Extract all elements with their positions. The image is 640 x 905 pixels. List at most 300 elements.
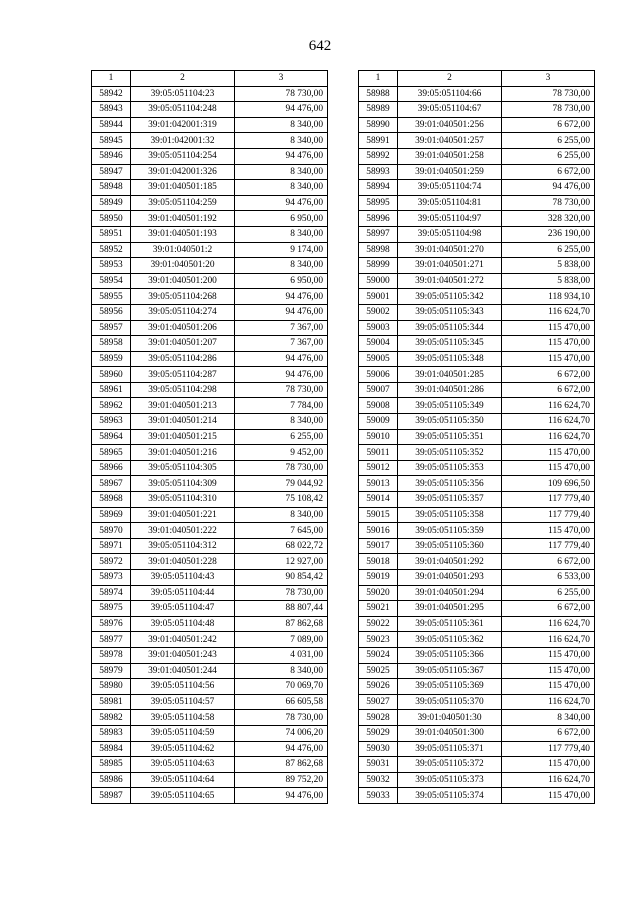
cadastral-value-cell: 116 624,70 xyxy=(502,632,595,648)
cadastral-number-cell: 39:05:051105:374 xyxy=(398,788,502,804)
row-number-cell: 59017 xyxy=(359,538,398,554)
cadastral-number-cell: 39:01:040501:257 xyxy=(398,133,502,149)
table-row xyxy=(92,538,328,554)
cadastral-value-cell: 115 470,00 xyxy=(502,647,595,663)
cadastral-number-cell: 39:05:051104:66 xyxy=(398,86,502,102)
row-number-cell: 58951 xyxy=(92,226,131,242)
row-number-cell: 58993 xyxy=(359,164,398,180)
cadastral-number-cell: 39:01:040501:300 xyxy=(398,725,502,741)
cadastral-value-cell: 6 672,00 xyxy=(502,554,595,570)
cadastral-number-cell: 39:05:051104:64 xyxy=(131,772,235,788)
cadastral-number-cell: 39:05:051104:47 xyxy=(131,601,235,617)
cadastral-value-cell: 78 730,00 xyxy=(235,710,328,726)
cadastral-number-cell: 39:05:051105:371 xyxy=(398,741,502,757)
table-row xyxy=(359,663,595,679)
cadastral-value-cell: 74 006,20 xyxy=(235,725,328,741)
row-number-cell: 58995 xyxy=(359,195,398,211)
table-row xyxy=(359,117,595,133)
cadastral-number-cell: 39:05:051105:352 xyxy=(398,445,502,461)
cadastral-number-cell: 39:01:040501:270 xyxy=(398,242,502,258)
row-number-cell: 58959 xyxy=(92,351,131,367)
table-row xyxy=(359,429,595,445)
cadastral-value-cell: 6 533,00 xyxy=(502,570,595,586)
row-number-cell: 58979 xyxy=(92,663,131,679)
row-number-cell: 58944 xyxy=(92,117,131,133)
row-number-cell: 58952 xyxy=(92,242,131,258)
table-row xyxy=(359,445,595,461)
row-number-cell: 58981 xyxy=(92,694,131,710)
row-number-cell: 58967 xyxy=(92,476,131,492)
column-header-2: 2 xyxy=(398,71,502,87)
cadastral-value-cell: 115 470,00 xyxy=(502,663,595,679)
row-number-cell: 58988 xyxy=(359,86,398,102)
table-row xyxy=(92,585,328,601)
cadastral-number-cell: 39:05:051105:370 xyxy=(398,694,502,710)
row-number-cell: 58997 xyxy=(359,226,398,242)
table-row xyxy=(359,694,595,710)
table-row xyxy=(92,382,328,398)
row-number-cell: 59030 xyxy=(359,741,398,757)
row-number-cell: 58985 xyxy=(92,757,131,773)
cadastral-number-cell: 39:05:051105:343 xyxy=(398,304,502,320)
row-number-cell: 58963 xyxy=(92,414,131,430)
cadastral-number-cell: 39:05:051105:350 xyxy=(398,414,502,430)
cadastral-number-cell: 39:05:051104:268 xyxy=(131,289,235,305)
cadastral-number-cell: 39:05:051104:254 xyxy=(131,148,235,164)
cadastral-number-cell: 39:05:051104:248 xyxy=(131,102,235,118)
table-row xyxy=(359,258,595,274)
table-row xyxy=(359,570,595,586)
cadastral-number-cell: 39:05:051105:360 xyxy=(398,538,502,554)
table-row xyxy=(92,242,328,258)
table-row xyxy=(359,148,595,164)
row-number-cell: 58991 xyxy=(359,133,398,149)
table-header-row xyxy=(359,71,595,87)
cadastral-value-cell: 94 476,00 xyxy=(235,148,328,164)
row-number-cell: 59026 xyxy=(359,679,398,695)
cadastral-value-cell: 8 340,00 xyxy=(235,507,328,523)
row-number-cell: 59031 xyxy=(359,757,398,773)
cadastral-number-cell: 39:01:040501:256 xyxy=(398,117,502,133)
cadastral-value-cell: 94 476,00 xyxy=(235,304,328,320)
cadastral-number-cell: 39:05:051105:344 xyxy=(398,320,502,336)
row-number-cell: 58973 xyxy=(92,570,131,586)
cadastral-value-cell: 6 255,00 xyxy=(502,148,595,164)
cadastral-value-cell: 115 470,00 xyxy=(502,336,595,352)
cadastral-value-cell: 78 730,00 xyxy=(235,460,328,476)
table-row xyxy=(359,211,595,227)
cadastral-value-cell: 109 696,50 xyxy=(502,476,595,492)
table-row xyxy=(92,180,328,196)
row-number-cell: 58980 xyxy=(92,679,131,695)
table-row xyxy=(359,414,595,430)
cadastral-number-cell: 39:05:051104:43 xyxy=(131,570,235,586)
row-number-cell: 58990 xyxy=(359,117,398,133)
cadastral-number-cell: 39:05:051105:366 xyxy=(398,647,502,663)
table-row xyxy=(359,304,595,320)
row-number-cell: 58978 xyxy=(92,647,131,663)
table-row xyxy=(359,289,595,305)
row-number-cell: 58955 xyxy=(92,289,131,305)
row-number-cell: 58986 xyxy=(92,772,131,788)
table-row xyxy=(92,86,328,102)
table-row xyxy=(92,663,328,679)
cadastral-value-cell: 116 624,70 xyxy=(502,616,595,632)
cadastral-value-cell: 94 476,00 xyxy=(235,195,328,211)
cadastral-number-cell: 39:05:051104:74 xyxy=(398,180,502,196)
cadastral-number-cell: 39:01:040501:2 xyxy=(131,242,235,258)
row-number-cell: 59018 xyxy=(359,554,398,570)
table-row xyxy=(359,195,595,211)
table-row xyxy=(359,679,595,695)
column-header-1: 1 xyxy=(92,71,131,87)
cadastral-number-cell: 39:01:040501:271 xyxy=(398,258,502,274)
table-row xyxy=(92,476,328,492)
table-row xyxy=(92,226,328,242)
table-row xyxy=(359,788,595,804)
row-number-cell: 59014 xyxy=(359,492,398,508)
cadastral-number-cell: 39:05:051104:305 xyxy=(131,460,235,476)
table-row xyxy=(92,460,328,476)
row-number-cell: 59002 xyxy=(359,304,398,320)
table-row xyxy=(359,725,595,741)
cadastral-number-cell: 39:01:040501:242 xyxy=(131,632,235,648)
table-row xyxy=(92,211,328,227)
row-number-cell: 58996 xyxy=(359,211,398,227)
table-header-row xyxy=(92,71,328,87)
cadastral-value-cell: 8 340,00 xyxy=(235,180,328,196)
table-row xyxy=(92,616,328,632)
cadastral-value-cell: 6 672,00 xyxy=(502,725,595,741)
row-number-cell: 58947 xyxy=(92,164,131,180)
row-number-cell: 58950 xyxy=(92,211,131,227)
cadastral-number-cell: 39:05:051105:348 xyxy=(398,351,502,367)
cadastral-value-cell: 89 752,20 xyxy=(235,772,328,788)
row-number-cell: 59004 xyxy=(359,336,398,352)
cadastral-number-cell: 39:01:040501:215 xyxy=(131,429,235,445)
cadastral-value-cell: 94 476,00 xyxy=(235,788,328,804)
table-row xyxy=(92,523,328,539)
table-row xyxy=(359,741,595,757)
table-row xyxy=(359,554,595,570)
table-row xyxy=(359,398,595,414)
cadastral-value-cell: 8 340,00 xyxy=(235,117,328,133)
cadastral-value-cell: 115 470,00 xyxy=(502,351,595,367)
cadastral-number-cell: 39:01:040501:221 xyxy=(131,507,235,523)
table-row xyxy=(92,367,328,383)
cadastral-value-cell: 6 672,00 xyxy=(502,117,595,133)
table-row xyxy=(92,601,328,617)
table-row xyxy=(92,632,328,648)
column-header-1: 1 xyxy=(359,71,398,87)
table-row xyxy=(92,741,328,757)
table-row xyxy=(359,273,595,289)
table-row xyxy=(92,429,328,445)
table-row xyxy=(92,554,328,570)
row-number-cell: 58976 xyxy=(92,616,131,632)
table-row xyxy=(92,725,328,741)
cadastral-value-cell: 115 470,00 xyxy=(502,523,595,539)
cadastral-number-cell: 39:05:051105:367 xyxy=(398,663,502,679)
table-row xyxy=(359,382,595,398)
table-row xyxy=(92,148,328,164)
cadastral-number-cell: 39:05:051104:56 xyxy=(131,679,235,695)
row-number-cell: 58969 xyxy=(92,507,131,523)
cadastral-value-cell: 6 255,00 xyxy=(502,585,595,601)
cadastral-number-cell: 39:01:040501:259 xyxy=(398,164,502,180)
cadastral-number-cell: 39:05:051104:58 xyxy=(131,710,235,726)
cadastral-value-cell: 8 340,00 xyxy=(235,133,328,149)
table-row xyxy=(92,195,328,211)
table-row xyxy=(92,492,328,508)
cadastral-value-cell: 116 624,70 xyxy=(502,304,595,320)
cadastral-number-cell: 39:01:040501:185 xyxy=(131,180,235,196)
table-row xyxy=(92,710,328,726)
cadastral-number-cell: 39:05:051104:57 xyxy=(131,694,235,710)
table-row xyxy=(92,445,328,461)
cadastral-value-cell: 6 950,00 xyxy=(235,211,328,227)
cadastral-number-cell: 39:01:040501:272 xyxy=(398,273,502,289)
cadastral-value-cell: 6 672,00 xyxy=(502,382,595,398)
cadastral-value-cell: 6 255,00 xyxy=(502,133,595,149)
cadastral-number-cell: 39:05:051104:287 xyxy=(131,367,235,383)
cadastral-number-cell: 39:01:040501:286 xyxy=(398,382,502,398)
table-row xyxy=(92,647,328,663)
cadastral-number-cell: 39:05:051104:98 xyxy=(398,226,502,242)
cadastral-value-cell: 7 367,00 xyxy=(235,336,328,352)
cadastral-number-cell: 39:05:051105:353 xyxy=(398,460,502,476)
table-row xyxy=(92,694,328,710)
row-number-cell: 59022 xyxy=(359,616,398,632)
cadastral-value-cell: 116 624,70 xyxy=(502,414,595,430)
cadastral-number-cell: 39:05:051105:356 xyxy=(398,476,502,492)
table-row xyxy=(359,523,595,539)
table-row xyxy=(359,164,595,180)
table-row xyxy=(92,788,328,804)
row-number-cell: 58987 xyxy=(92,788,131,804)
cadastral-number-cell: 39:05:051104:59 xyxy=(131,725,235,741)
cadastral-number-cell: 39:01:040501:258 xyxy=(398,148,502,164)
cadastral-value-cell: 70 069,70 xyxy=(235,679,328,695)
cadastral-value-cell: 8 340,00 xyxy=(235,663,328,679)
table-row xyxy=(359,647,595,663)
cadastral-value-cell: 117 779,40 xyxy=(502,538,595,554)
table-row xyxy=(92,133,328,149)
cadastral-value-cell: 78 730,00 xyxy=(235,382,328,398)
cadastral-value-cell: 88 807,44 xyxy=(235,601,328,617)
table-row xyxy=(359,538,595,554)
cadastral-value-cell: 87 862,68 xyxy=(235,757,328,773)
cadastral-value-cell: 8 340,00 xyxy=(235,414,328,430)
table-row xyxy=(92,102,328,118)
table-row xyxy=(92,258,328,274)
row-number-cell: 58957 xyxy=(92,320,131,336)
cadastral-value-cell: 90 854,42 xyxy=(235,570,328,586)
cadastral-number-cell: 39:01:042001:326 xyxy=(131,164,235,180)
row-number-cell: 58977 xyxy=(92,632,131,648)
cadastral-value-cell: 117 779,40 xyxy=(502,741,595,757)
cadastral-value-cell: 118 934,10 xyxy=(502,289,595,305)
page-number: 642 xyxy=(308,38,332,54)
cadastral-value-cell: 115 470,00 xyxy=(502,460,595,476)
cadastral-number-cell: 39:01:040501:292 xyxy=(398,554,502,570)
row-number-cell: 59024 xyxy=(359,647,398,663)
cadastral-number-cell: 39:01:042001:32 xyxy=(131,133,235,149)
row-number-cell: 59008 xyxy=(359,398,398,414)
table-row xyxy=(359,460,595,476)
table-row xyxy=(92,351,328,367)
table-row xyxy=(359,102,595,118)
row-number-cell: 58962 xyxy=(92,398,131,414)
cadastral-value-cell: 7 784,00 xyxy=(235,398,328,414)
cadastral-value-cell: 116 624,70 xyxy=(502,398,595,414)
row-number-cell: 58984 xyxy=(92,741,131,757)
cadastral-number-cell: 39:05:051104:286 xyxy=(131,351,235,367)
table-row xyxy=(359,133,595,149)
table-row xyxy=(92,117,328,133)
cadastral-number-cell: 39:01:040501:207 xyxy=(131,336,235,352)
cadastral-value-cell: 9 452,00 xyxy=(235,445,328,461)
table-row xyxy=(359,351,595,367)
row-number-cell: 59012 xyxy=(359,460,398,476)
cadastral-number-cell: 39:05:051105:359 xyxy=(398,523,502,539)
row-number-cell: 59009 xyxy=(359,414,398,430)
table-row xyxy=(359,492,595,508)
cadastral-number-cell: 39:05:051104:23 xyxy=(131,86,235,102)
table-row xyxy=(92,289,328,305)
cadastral-value-cell: 6 672,00 xyxy=(502,164,595,180)
cadastral-number-cell: 39:05:051105:362 xyxy=(398,632,502,648)
cadastral-value-cell: 94 476,00 xyxy=(235,289,328,305)
cadastral-value-cell: 116 624,70 xyxy=(502,772,595,788)
cadastral-number-cell: 39:05:051104:259 xyxy=(131,195,235,211)
row-number-cell: 59019 xyxy=(359,570,398,586)
cadastral-number-cell: 39:05:051104:274 xyxy=(131,304,235,320)
cadastral-value-cell: 8 340,00 xyxy=(502,710,595,726)
row-number-cell: 58961 xyxy=(92,382,131,398)
table-row xyxy=(359,226,595,242)
cadastral-value-cell: 78 730,00 xyxy=(235,86,328,102)
row-number-cell: 58960 xyxy=(92,367,131,383)
cadastral-value-cell: 5 838,00 xyxy=(502,258,595,274)
cadastral-value-cell: 6 672,00 xyxy=(502,601,595,617)
cadastral-number-cell: 39:05:051104:62 xyxy=(131,741,235,757)
cadastral-value-cell: 6 255,00 xyxy=(235,429,328,445)
row-number-cell: 59007 xyxy=(359,382,398,398)
table-row xyxy=(92,772,328,788)
table-row xyxy=(92,398,328,414)
cadastral-number-cell: 39:01:040501:200 xyxy=(131,273,235,289)
cadastral-number-cell: 39:01:040501:222 xyxy=(131,523,235,539)
cadastral-value-cell: 12 927,00 xyxy=(235,554,328,570)
cadastral-value-cell: 94 476,00 xyxy=(235,102,328,118)
table-row xyxy=(92,414,328,430)
cadastral-value-cell: 115 470,00 xyxy=(502,679,595,695)
row-number-cell: 59010 xyxy=(359,429,398,445)
table-row xyxy=(92,164,328,180)
cadastral-number-cell: 39:01:042001:319 xyxy=(131,117,235,133)
row-number-cell: 58972 xyxy=(92,554,131,570)
cadastral-value-cell: 78 730,00 xyxy=(502,195,595,211)
cadastral-value-cell: 328 320,00 xyxy=(502,211,595,227)
cadastral-value-cell: 8 340,00 xyxy=(235,164,328,180)
row-number-cell: 59023 xyxy=(359,632,398,648)
table-row xyxy=(359,632,595,648)
table-row xyxy=(359,507,595,523)
cadastral-value-cell: 87 862,68 xyxy=(235,616,328,632)
row-number-cell: 59025 xyxy=(359,663,398,679)
cadastral-value-cell: 8 340,00 xyxy=(235,226,328,242)
row-number-cell: 58948 xyxy=(92,180,131,196)
cadastral-number-cell: 39:01:040501:295 xyxy=(398,601,502,617)
register-table-left xyxy=(91,70,328,804)
cadastral-value-cell: 115 470,00 xyxy=(502,320,595,336)
cadastral-number-cell: 39:01:040501:214 xyxy=(131,414,235,430)
cadastral-value-cell: 75 108,42 xyxy=(235,492,328,508)
row-number-cell: 59006 xyxy=(359,367,398,383)
cadastral-number-cell: 39:01:040501:30 xyxy=(398,710,502,726)
row-number-cell: 58974 xyxy=(92,585,131,601)
cadastral-number-cell: 39:05:051104:65 xyxy=(131,788,235,804)
table-row xyxy=(359,585,595,601)
table-row xyxy=(359,601,595,617)
row-number-cell: 58970 xyxy=(92,523,131,539)
cadastral-number-cell: 39:05:051105:372 xyxy=(398,757,502,773)
cadastral-number-cell: 39:01:040501:228 xyxy=(131,554,235,570)
row-number-cell: 59027 xyxy=(359,694,398,710)
row-number-cell: 59000 xyxy=(359,273,398,289)
cadastral-number-cell: 39:05:051104:44 xyxy=(131,585,235,601)
row-number-cell: 58983 xyxy=(92,725,131,741)
cadastral-value-cell: 94 476,00 xyxy=(235,741,328,757)
row-number-cell: 58965 xyxy=(92,445,131,461)
cadastral-value-cell: 4 031,00 xyxy=(235,647,328,663)
row-number-cell: 58975 xyxy=(92,601,131,617)
cadastral-value-cell: 78 730,00 xyxy=(502,102,595,118)
cadastral-number-cell: 39:01:040501:293 xyxy=(398,570,502,586)
cadastral-number-cell: 39:05:051104:309 xyxy=(131,476,235,492)
row-number-cell: 58949 xyxy=(92,195,131,211)
cadastral-value-cell: 68 022,72 xyxy=(235,538,328,554)
table-row xyxy=(359,86,595,102)
cadastral-number-cell: 39:01:040501:193 xyxy=(131,226,235,242)
table-row xyxy=(359,772,595,788)
cadastral-value-cell: 94 476,00 xyxy=(235,367,328,383)
table-row xyxy=(92,273,328,289)
cadastral-number-cell: 39:01:040501:243 xyxy=(131,647,235,663)
cadastral-value-cell: 94 476,00 xyxy=(502,180,595,196)
row-number-cell: 58958 xyxy=(92,336,131,352)
cadastral-value-cell: 94 476,00 xyxy=(235,351,328,367)
row-number-cell: 59021 xyxy=(359,601,398,617)
cadastral-value-cell: 115 470,00 xyxy=(502,757,595,773)
row-number-cell: 58953 xyxy=(92,258,131,274)
row-number-cell: 58964 xyxy=(92,429,131,445)
row-number-cell: 58989 xyxy=(359,102,398,118)
cadastral-number-cell: 39:05:051104:63 xyxy=(131,757,235,773)
cadastral-number-cell: 39:05:051104:312 xyxy=(131,538,235,554)
cadastral-number-cell: 39:05:051104:81 xyxy=(398,195,502,211)
row-number-cell: 59001 xyxy=(359,289,398,305)
cadastral-value-cell: 6 255,00 xyxy=(502,242,595,258)
row-number-cell: 58971 xyxy=(92,538,131,554)
cadastral-value-cell: 5 838,00 xyxy=(502,273,595,289)
row-number-cell: 58998 xyxy=(359,242,398,258)
table-row xyxy=(359,367,595,383)
cadastral-number-cell: 39:05:051104:310 xyxy=(131,492,235,508)
register-table-right xyxy=(358,70,595,804)
cadastral-number-cell: 39:01:040501:20 xyxy=(131,258,235,274)
